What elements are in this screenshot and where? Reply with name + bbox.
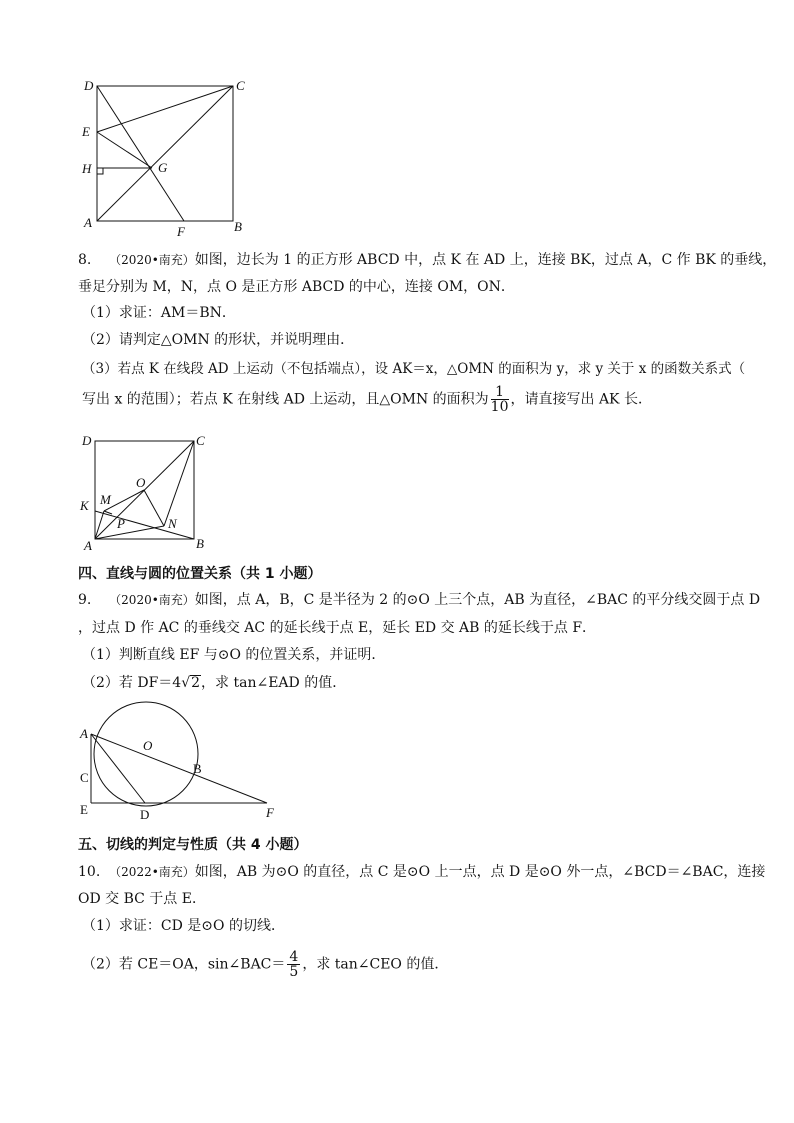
- label-N: N: [168, 516, 177, 531]
- q8-part3-line2: 写出 x 的范围）；若点 K 在射线 AD 上运动，且△OMN 的面积为 $\frac{1}{10}$ ，请直接写出 AK 长．: [82, 384, 652, 415]
- sqrt-two: 2: [191, 675, 201, 691]
- q10-part1: （1）求证：CD 是⊙O 的切线．: [82, 918, 285, 934]
- label-M: M: [100, 492, 111, 507]
- label-C: C: [80, 770, 89, 785]
- q8-line1: 8. （2020•南充）如图，边长为 1 的正方形 ABCD 中，点 K 在 AD 上，连接 BK，过点 A，C 作 BK 的垂线，: [78, 252, 777, 268]
- label-B: B: [234, 219, 242, 234]
- label-C: C: [236, 78, 245, 93]
- q10-line1: 10. （2022•南充）如图，AB 为⊙O 的直径，点 C 是⊙O 上一点，点 D 是⊙O 外一点，∠BCD＝∠BAC，连接: [78, 864, 766, 880]
- label-F: F: [177, 224, 185, 239]
- section-four-heading: 四、直线与圆的位置关系（共 1 小题）: [78, 566, 322, 582]
- label-A: A: [80, 726, 88, 741]
- label-K: K: [80, 498, 89, 513]
- q8-part2: （2）请判定△OMN 的形状，并说明理由．: [82, 332, 355, 348]
- q8-part1: （1）求证：AM＝BN．: [82, 305, 236, 321]
- label-A: A: [84, 215, 92, 230]
- label-O: O: [136, 475, 146, 490]
- label-D: D: [140, 807, 150, 822]
- fraction-four-fifths: $\frac{4}{5}$: [289, 949, 299, 980]
- label-P: P: [117, 516, 125, 531]
- label-A: A: [84, 538, 92, 553]
- q8-line2: 垂足分别为 M，N，点 O 是正方形 ABCD 的中心，连接 OM，ON．: [78, 279, 515, 295]
- fraction-one-tenth: $\frac{1}{10}$: [490, 384, 509, 415]
- label-D: D: [82, 433, 92, 448]
- figure-square-abcd-efgh: [70, 75, 250, 240]
- q9-part1: （1）判断直线 EF 与⊙O 的位置关系，并证明．: [82, 647, 386, 663]
- label-O: O: [143, 738, 153, 753]
- label-E: E: [82, 124, 90, 139]
- q9-line1: 9. （2020•南充）如图，点 A，B，C 是半径为 2 的⊙O 上三个点，AB 为直径，∠BAC 的平分线交圆于点 D: [78, 592, 761, 608]
- label-E: E: [80, 802, 88, 817]
- label-F: F: [266, 805, 274, 820]
- figure-circle-tangent: [70, 700, 285, 825]
- label-H: H: [82, 161, 92, 176]
- label-B: B: [193, 761, 202, 776]
- label-D: D: [84, 78, 94, 93]
- label-B: B: [196, 536, 204, 551]
- q10-part2: （2）若 CE＝OA，sin∠BAC＝ $\frac{4}{5}$ ，求 tan∠CEO 的值．: [82, 949, 449, 980]
- q9-line2: ，过点 D 作 AC 的垂线交 AC 的延长线于点 E，延长 ED 交 AB 的延长线于点 F．: [78, 620, 597, 636]
- figure-square-komn: [72, 430, 222, 555]
- section-five-heading: 五、切线的判定与性质（共 4 小题）: [78, 837, 308, 853]
- label-C: C: [196, 433, 205, 448]
- label-G: G: [158, 160, 168, 175]
- q8-part3-line1: （3）若点 K 在线段 AD 上运动（不包括端点），设 AK＝x，△OMN 的面积为 y，求 y 关于 x 的函数关系式（: [82, 361, 746, 377]
- q10-line2: OD 交 BC 于点 E．: [78, 891, 206, 907]
- q9-part2: （2）若 DF＝4√2，求 tan∠EAD 的值．: [82, 675, 347, 691]
